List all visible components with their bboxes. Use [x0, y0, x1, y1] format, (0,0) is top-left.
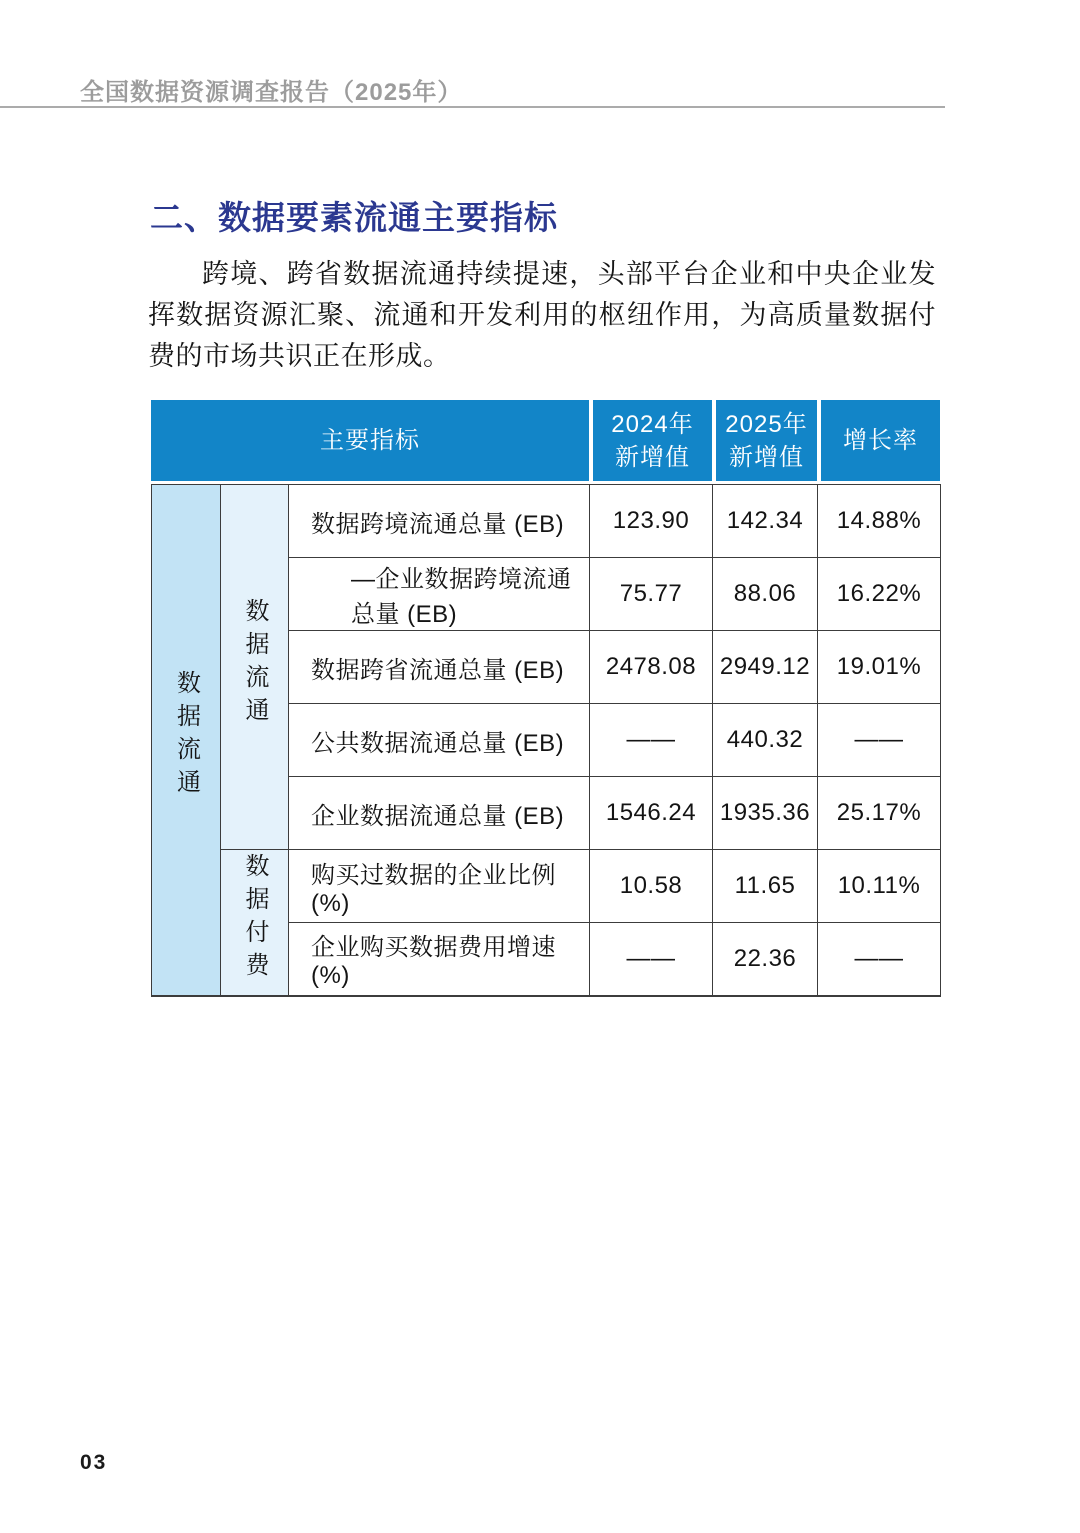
value-2024-cell: 10.58 [590, 850, 713, 923]
indicator-name-cell: —企业数据跨境流通总量 (EB) [289, 558, 590, 631]
table-body [151, 484, 941, 997]
indicator-name-cell: 企业购买数据费用增速 (%) [289, 923, 590, 996]
value-2025-cell: 22.36 [713, 923, 818, 996]
header-label-2025-year: 2025年 [725, 410, 808, 438]
group-cell-data-flow [221, 485, 289, 850]
value-2025-cell: 11.65 [713, 850, 818, 923]
table-header-row [151, 400, 940, 481]
page-number: 03 [80, 1451, 108, 1474]
value-2024-cell: —— [590, 704, 713, 777]
growth-rate-cell: 19.01% [818, 631, 941, 704]
header-cell-2024 [589, 400, 712, 481]
indicator-name-cell: 购买过数据的企业比例 (%) [289, 850, 590, 923]
growth-rate-cell: 10.11% [818, 850, 941, 923]
group-label-flow: 数据流通 [241, 597, 268, 730]
header-label-2024-newvalue: 新增值 [615, 443, 690, 471]
metrics-table [151, 400, 940, 997]
header-label-2024-year: 2024年 [611, 410, 694, 438]
group-label-outer: 数据流通 [172, 670, 200, 803]
report-title: 全国数据资源调查报告（2025年） [80, 79, 463, 106]
section-heading: 二、数据要素流通主要指标 [150, 199, 558, 236]
value-2025-cell: 88.06 [713, 558, 818, 631]
group-cell-data-flow-outer [152, 485, 221, 996]
value-2024-cell: 2478.08 [590, 631, 713, 704]
header-cell-growth [817, 400, 940, 481]
header-label-2025-newvalue: 新增值 [729, 443, 804, 471]
value-2025-cell: 440.32 [713, 704, 818, 777]
indicator-name-cell: 数据跨省流通总量 (EB) [289, 631, 590, 704]
header-cell-2025 [712, 400, 817, 481]
table-row [152, 850, 941, 923]
group-cell-data-payment [221, 850, 289, 996]
growth-rate-cell: —— [818, 923, 941, 996]
table-row [152, 485, 941, 558]
header-cell-indicator [151, 400, 589, 481]
header-label-indicator: 主要指标 [320, 427, 420, 454]
intro-paragraph: 跨境、跨省数据流通持续提速，头部平台企业和中央企业发挥数据资源汇聚、流通和开发利用的枢纽作用，为高质量数据付费的市场共识正在形成。 [148, 259, 936, 371]
value-2025-cell: 1935.36 [713, 777, 818, 850]
growth-rate-cell: 16.22% [818, 558, 941, 631]
header-label-growth: 增长率 [843, 427, 918, 454]
value-2024-cell: 75.77 [590, 558, 713, 631]
value-2024-cell: 1546.24 [590, 777, 713, 850]
growth-rate-cell: 14.88% [818, 485, 941, 558]
indicator-name-cell: 数据跨境流通总量 (EB) [289, 485, 590, 558]
growth-rate-cell: —— [818, 704, 941, 777]
value-2025-cell: 142.34 [713, 485, 818, 558]
indicator-name-cell: 公共数据流通总量 (EB) [289, 704, 590, 777]
indicator-name-cell: 企业数据流通总量 (EB) [289, 777, 590, 850]
value-2024-cell: —— [590, 923, 713, 996]
header-divider [0, 106, 945, 108]
growth-rate-cell: 25.17% [818, 777, 941, 850]
group-label-payment: 数据付费 [241, 852, 268, 985]
value-2025-cell: 2949.12 [713, 631, 818, 704]
value-2024-cell: 123.90 [590, 485, 713, 558]
